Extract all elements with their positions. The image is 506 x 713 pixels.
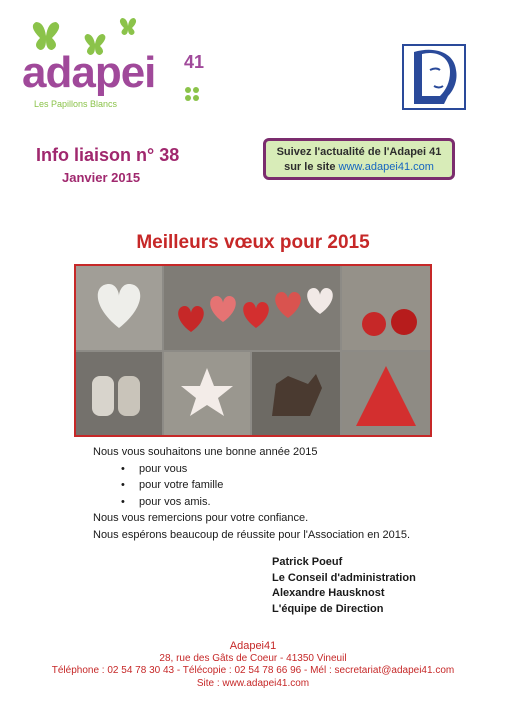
greeting-text	[93, 444, 410, 543]
footer-contact: Téléphone : 02 54 78 30 43 - Télécopie : 02 54 78 66 96 - Mél : secretariat@adapei41.com	[51, 665, 455, 676]
christmas-decorations-photo	[74, 264, 432, 437]
logo-tagline: Les Papillons Blancs	[34, 99, 118, 109]
website-link[interactable]: www.adapei41.com	[338, 161, 434, 173]
logo-wordmark: adapei	[22, 48, 156, 97]
signature-line: Le Conseil d'administration	[272, 571, 416, 584]
list-item: • pour vous	[139, 461, 410, 478]
signature-line: L'équipe de Direction	[272, 602, 384, 615]
list-item: • pour vos amis.	[139, 494, 410, 511]
footer-address: 28, rue des Gâts de Coeur - 41350 Vineuil	[159, 652, 347, 664]
issue-date: Janvier 2015	[62, 170, 141, 185]
face-profile-icon	[402, 44, 466, 110]
follow-line-1: Suivez l'actualité de l'Adapei 41	[276, 146, 442, 158]
follow-line-2	[266, 161, 452, 173]
greeting-list	[93, 461, 410, 511]
issue-title: Info liaison n° 38	[36, 145, 180, 165]
thanks-line: Nous vous remercions pour votre confiance.	[93, 512, 309, 524]
footer-site[interactable]: Site : www.adapei41.com	[196, 677, 310, 689]
follow-us-box	[263, 138, 455, 180]
follow-prefix: sur le site	[284, 161, 339, 173]
headline: Meilleurs vœux pour 2015	[136, 232, 370, 253]
footer	[0, 640, 506, 690]
footer-name: Adapei41	[229, 640, 277, 652]
logo-number: 41	[184, 52, 205, 72]
signature-line: Alexandre Hausknost	[272, 587, 385, 599]
signature-line: Patrick Poeuf	[272, 556, 343, 568]
hopes-line: Nous espérons beaucoup de réussite pour l'Association en 2015.	[93, 528, 411, 541]
signatures	[272, 555, 416, 617]
greeting-intro: Nous vous souhaitons une bonne année 2015	[93, 446, 318, 458]
list-item: • pour votre famille	[139, 477, 410, 494]
